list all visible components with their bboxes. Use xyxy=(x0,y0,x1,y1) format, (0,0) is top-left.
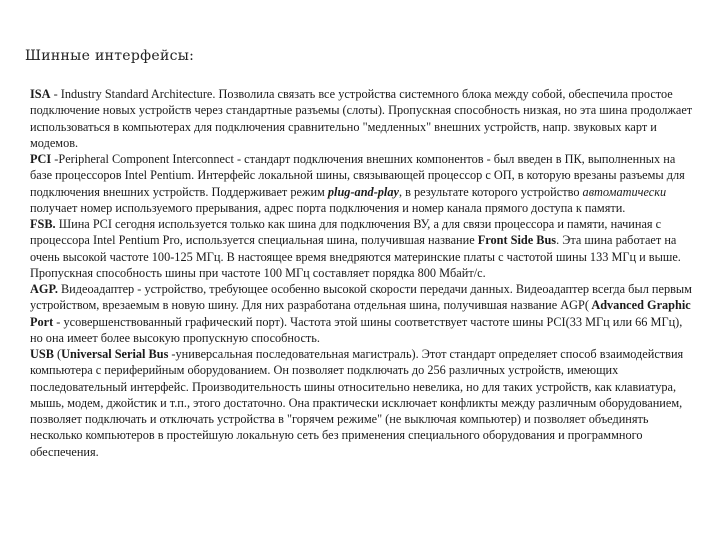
agp-description-2: - усовершенствованный графический порт). Частота этой шины соответствует частоте шины PCI(33 МГц или 66 МГц), но она имеет более высокую пропускную способность. xyxy=(30,314,683,345)
fsb-description-2: . Эта шина работает на очень высокой частоте 100-125 МГц. В настоящее время внедряются материнские платы с частотой шины 133 МГц и выше. Пропускная способность шины при частоте 100 МГц составляет порядка 800 Мбайт/с. xyxy=(30,233,681,280)
paragraph-isa xyxy=(30,86,698,151)
usb-description-2: -универсальная последовательная магистраль). Этот стандарт определяет способ взаимодействия компьютера с периферийным оборудованием. Он позволяет подключать до 256 различных устройств, имеющих последовательный интерфейс. Производительность шины относительно невелика, но для таких устройств, как клавиатура, мышь, модем, джойстик и т.п., этого достаточно. Она практически исключает конфликты между различным оборудованием, позволяет подключать и отключать устройства в "горячем режиме" (не выключая компьютер) и позволяет объединять несколько компьютеров в простейшую локальную сеть без применения специального оборудования и программного обеспечения. xyxy=(30,347,684,459)
body-text xyxy=(30,86,698,460)
usb-name: Universal Serial Bus xyxy=(61,347,169,361)
fsb-name: Front Side Bus xyxy=(477,233,557,248)
auto-term: автоматически xyxy=(582,184,667,199)
pci-description-1: -Peripheral Component Interconnect - стандарт подключения внешних компонентов - был введен в ПК, выполненных на базе процессоров Intel Pentium. Интерфейс локальной шины, связывающей процессор с ОП, в которую врезаны разъемы для подключения внешних устройств. Поддерживает режим xyxy=(30,152,685,199)
paragraph-pci xyxy=(30,151,698,216)
term-pci: PCI xyxy=(30,152,52,166)
paragraph-usb xyxy=(30,346,698,460)
agp-description-1: Видеоадаптер - устройство, требующее особенно высокой скорости передачи данных. Видеоадаптер всегда был первым устройством, врезаемым в новую шину. Для них разработана отдельная шина, получившая название AGP( xyxy=(30,282,692,313)
term-agp: AGP. xyxy=(30,282,58,296)
pnp-term: plug-and-play xyxy=(327,184,399,199)
pci-description-3: получает номер используемого прерывания, адрес порта подключения и номер канала прямого доступа к памяти. xyxy=(30,200,626,215)
term-usb: USB xyxy=(30,347,54,361)
usb-description-1: ( xyxy=(53,347,62,361)
term-isa: ISA xyxy=(30,87,51,101)
isa-description: - Industry Standard Architecture. Позволила связать все устройства системного блока между собой, обеспечила простое подключение новых устройств через стандартные разъемы (слоты). Пропускная способность низкая, но эта шина продолжает использоваться в компьютерах для подключения сравнительно "медленных" внешних устройств, напр. звуковых карт и модемов. xyxy=(30,87,693,150)
agp-name: Advanced Graphic Port xyxy=(30,298,691,329)
fsb-description-1: Шина PCI сегодня используется только как шина для подключения ВУ, а для связи процессора и памяти, начиная с процессора Intel Pentium Pro, используется специальная шина, получившая название xyxy=(30,217,662,248)
slide-title: Шинные интерфейсы: xyxy=(25,48,195,64)
pci-description-2: , в результате которого устройство xyxy=(398,184,583,199)
term-fsb: FSB. xyxy=(30,217,56,231)
paragraph-agp xyxy=(30,281,698,346)
paragraph-fsb xyxy=(30,216,698,281)
